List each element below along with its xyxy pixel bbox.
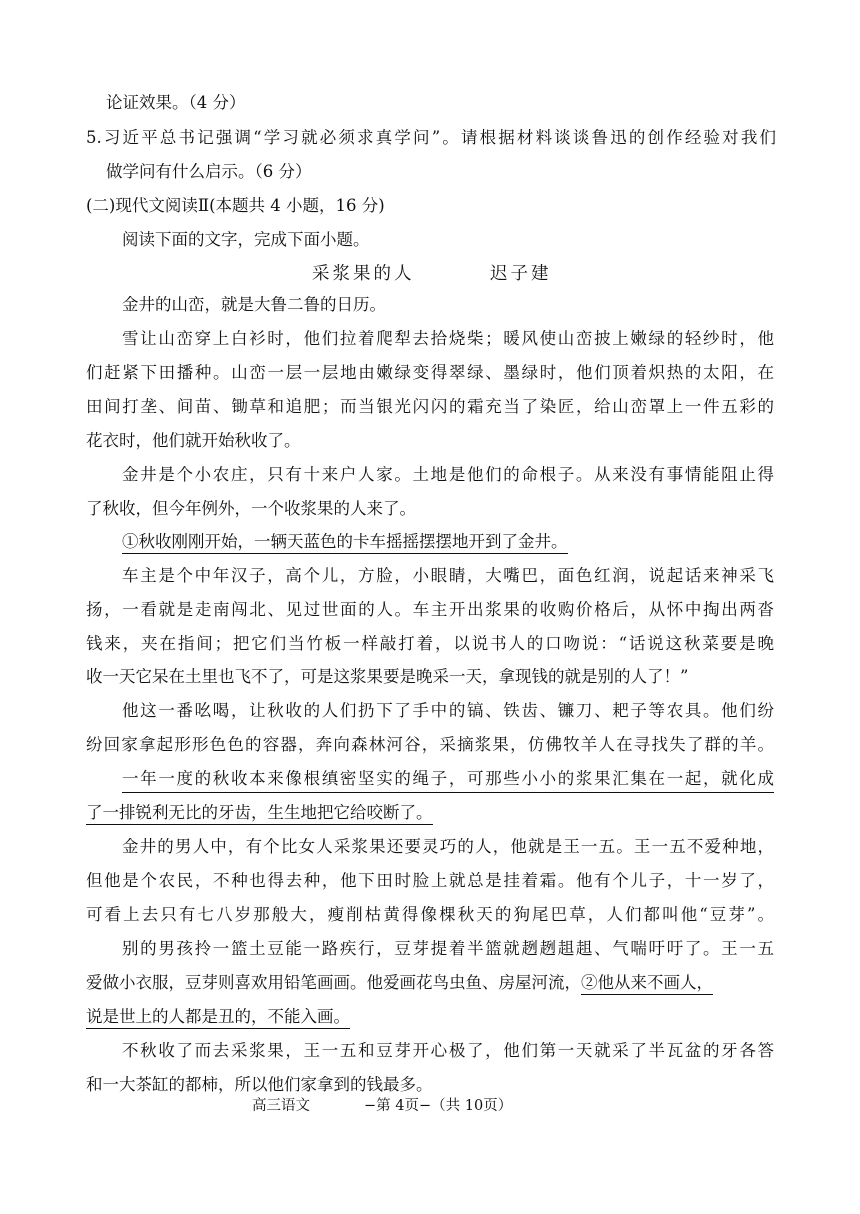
paragraph-line: 他这一番吆喝，让秋收的人们扔下了手中的镐、铁齿、镰刀、耙子等农具。他们纷 [122, 701, 774, 720]
paragraph-line: 纷回家拿起形形色色的容器，奔向森林河谷，采摘浆果，仿佛牧羊人在寻找失了群的羊。 [86, 735, 774, 754]
paragraph-line: 了秋收，但今年例外，一个收浆果的人来了。 [86, 499, 416, 518]
paragraph-line: 雪让山峦穿上白衫时，他们拉着爬犁去拾烧柴；暖风使山峦披上嫩绿的轻纱时，他 [122, 329, 774, 348]
paragraph-line: 田间打垄、间苗、锄草和追肥；而当银光闪闪的霜充当了染匠，给山峦罩上一件五彩的 [86, 397, 774, 416]
underlined-sentence-1 [122, 531, 568, 553]
underline-marked-text: ②他从来不画人， [581, 973, 713, 995]
paragraph-line: 别的男孩拎一篮土豆能一路疾行，豆芽提着半篮就趔趔趄趄、气喘吁吁了。王一五 [122, 939, 774, 958]
footer-subject: 高三语文 [252, 1098, 310, 1114]
question-5-line-2: 做学问有什么启示。（6 分） [106, 162, 312, 181]
underline-marked-text: 一年一度的秋收本来像根缜密坚实的绳子，可那些小小的浆果汇集在一起，就化成 [122, 768, 774, 793]
paragraph-line: 花衣时，他们就开始秋收了。 [86, 431, 301, 450]
underline-marked-text: ①秋收刚刚开始，一辆天蓝色的卡车摇摇摆摆地开到了金井。 [122, 532, 568, 554]
paragraph-line: 不秋收了而去采浆果，王一五和豆芽开心极了，他们第一天就采了半瓦盆的牙各答 [122, 1041, 774, 1060]
question-4-tail: 论证效果。（4 分） [106, 93, 246, 112]
paragraph-line: 们赶紧下田播种。山峦一层一层地由嫩绿变得翠绿、墨绿时，他们顶着炽热的太阳，在 [86, 363, 774, 382]
paragraph-line: 金井是个小农庄，只有十来户人家。土地是他们的命根子。从来没有事情能阻止得 [122, 465, 774, 484]
paragraph-line [86, 972, 713, 994]
paragraph-line: 和一大茶缸的都柿，所以他们家拿到的钱最多。 [86, 1075, 433, 1094]
paragraph-line: 扬，一看就是走南闯北、见过世面的人。车主开出浆果的收购价格后，从怀中掏出两沓 [86, 600, 774, 619]
paragraph-line: 但他是个农民，不种也得去种，他下田时脸上就总是挂着霜。他有个儿子，十一岁了， [86, 871, 774, 890]
article-author: 迟子建 [490, 264, 552, 284]
article-title: 采浆果的人 [312, 264, 415, 284]
paragraph-line: 可看上去只有七八岁那般大，瘦削枯黄得像棵秋天的狗尾巴草，人们都叫他“豆芽”。 [86, 905, 774, 924]
underline-marked-text: 说是世上的人都是丑的，不能入画。 [86, 1007, 350, 1029]
underlined-sentence-3-cont [86, 1006, 350, 1028]
question-5-line-1: 5.习近平总书记强调“学习就必须求真学问”。请根据材料谈谈鲁迅的创作经验对我们 [86, 128, 776, 147]
paragraph-line: 金井的男人中，有个比女人采浆果还要灵巧的人，他就是王一五。王一五不爱种地， [122, 837, 774, 856]
underline-marked-text: 了一排锐利无比的牙齿，生生地把它给咬断了。 [86, 803, 433, 825]
paragraph-text: 爱做小衣服，豆芽则喜欢用铅笔画画。他爱画花鸟虫鱼、房屋河流， [86, 973, 581, 992]
section-instruction: 阅读下面的文字，完成下面小题。 [122, 230, 370, 249]
paragraph-line: 金井的山峦，就是大鲁二鲁的日历。 [122, 295, 386, 314]
underlined-sentence-2-cont [86, 802, 433, 824]
footer-page-number: −第 4页−（共 10页） [364, 1098, 513, 1114]
section-heading: (二)现代文阅读Ⅱ(本题共 4 小题，16 分) [86, 196, 385, 215]
paragraph-line: 钱来，夹在指间；把它们当竹板一样敲打着，以说书人的口吻说：“话说这秋菜要是晚 [86, 634, 774, 653]
underlined-sentence-2 [122, 768, 774, 793]
paragraph-line: 车主是个中年汉子，高个儿，方脸，小眼睛，大嘴巴，面色红润，说起话来神采飞 [122, 566, 774, 585]
paragraph-line: 收一天它呆在土里也飞不了，可是这浆果要是晚采一天，拿现钱的就是别的人了！” [86, 667, 689, 686]
